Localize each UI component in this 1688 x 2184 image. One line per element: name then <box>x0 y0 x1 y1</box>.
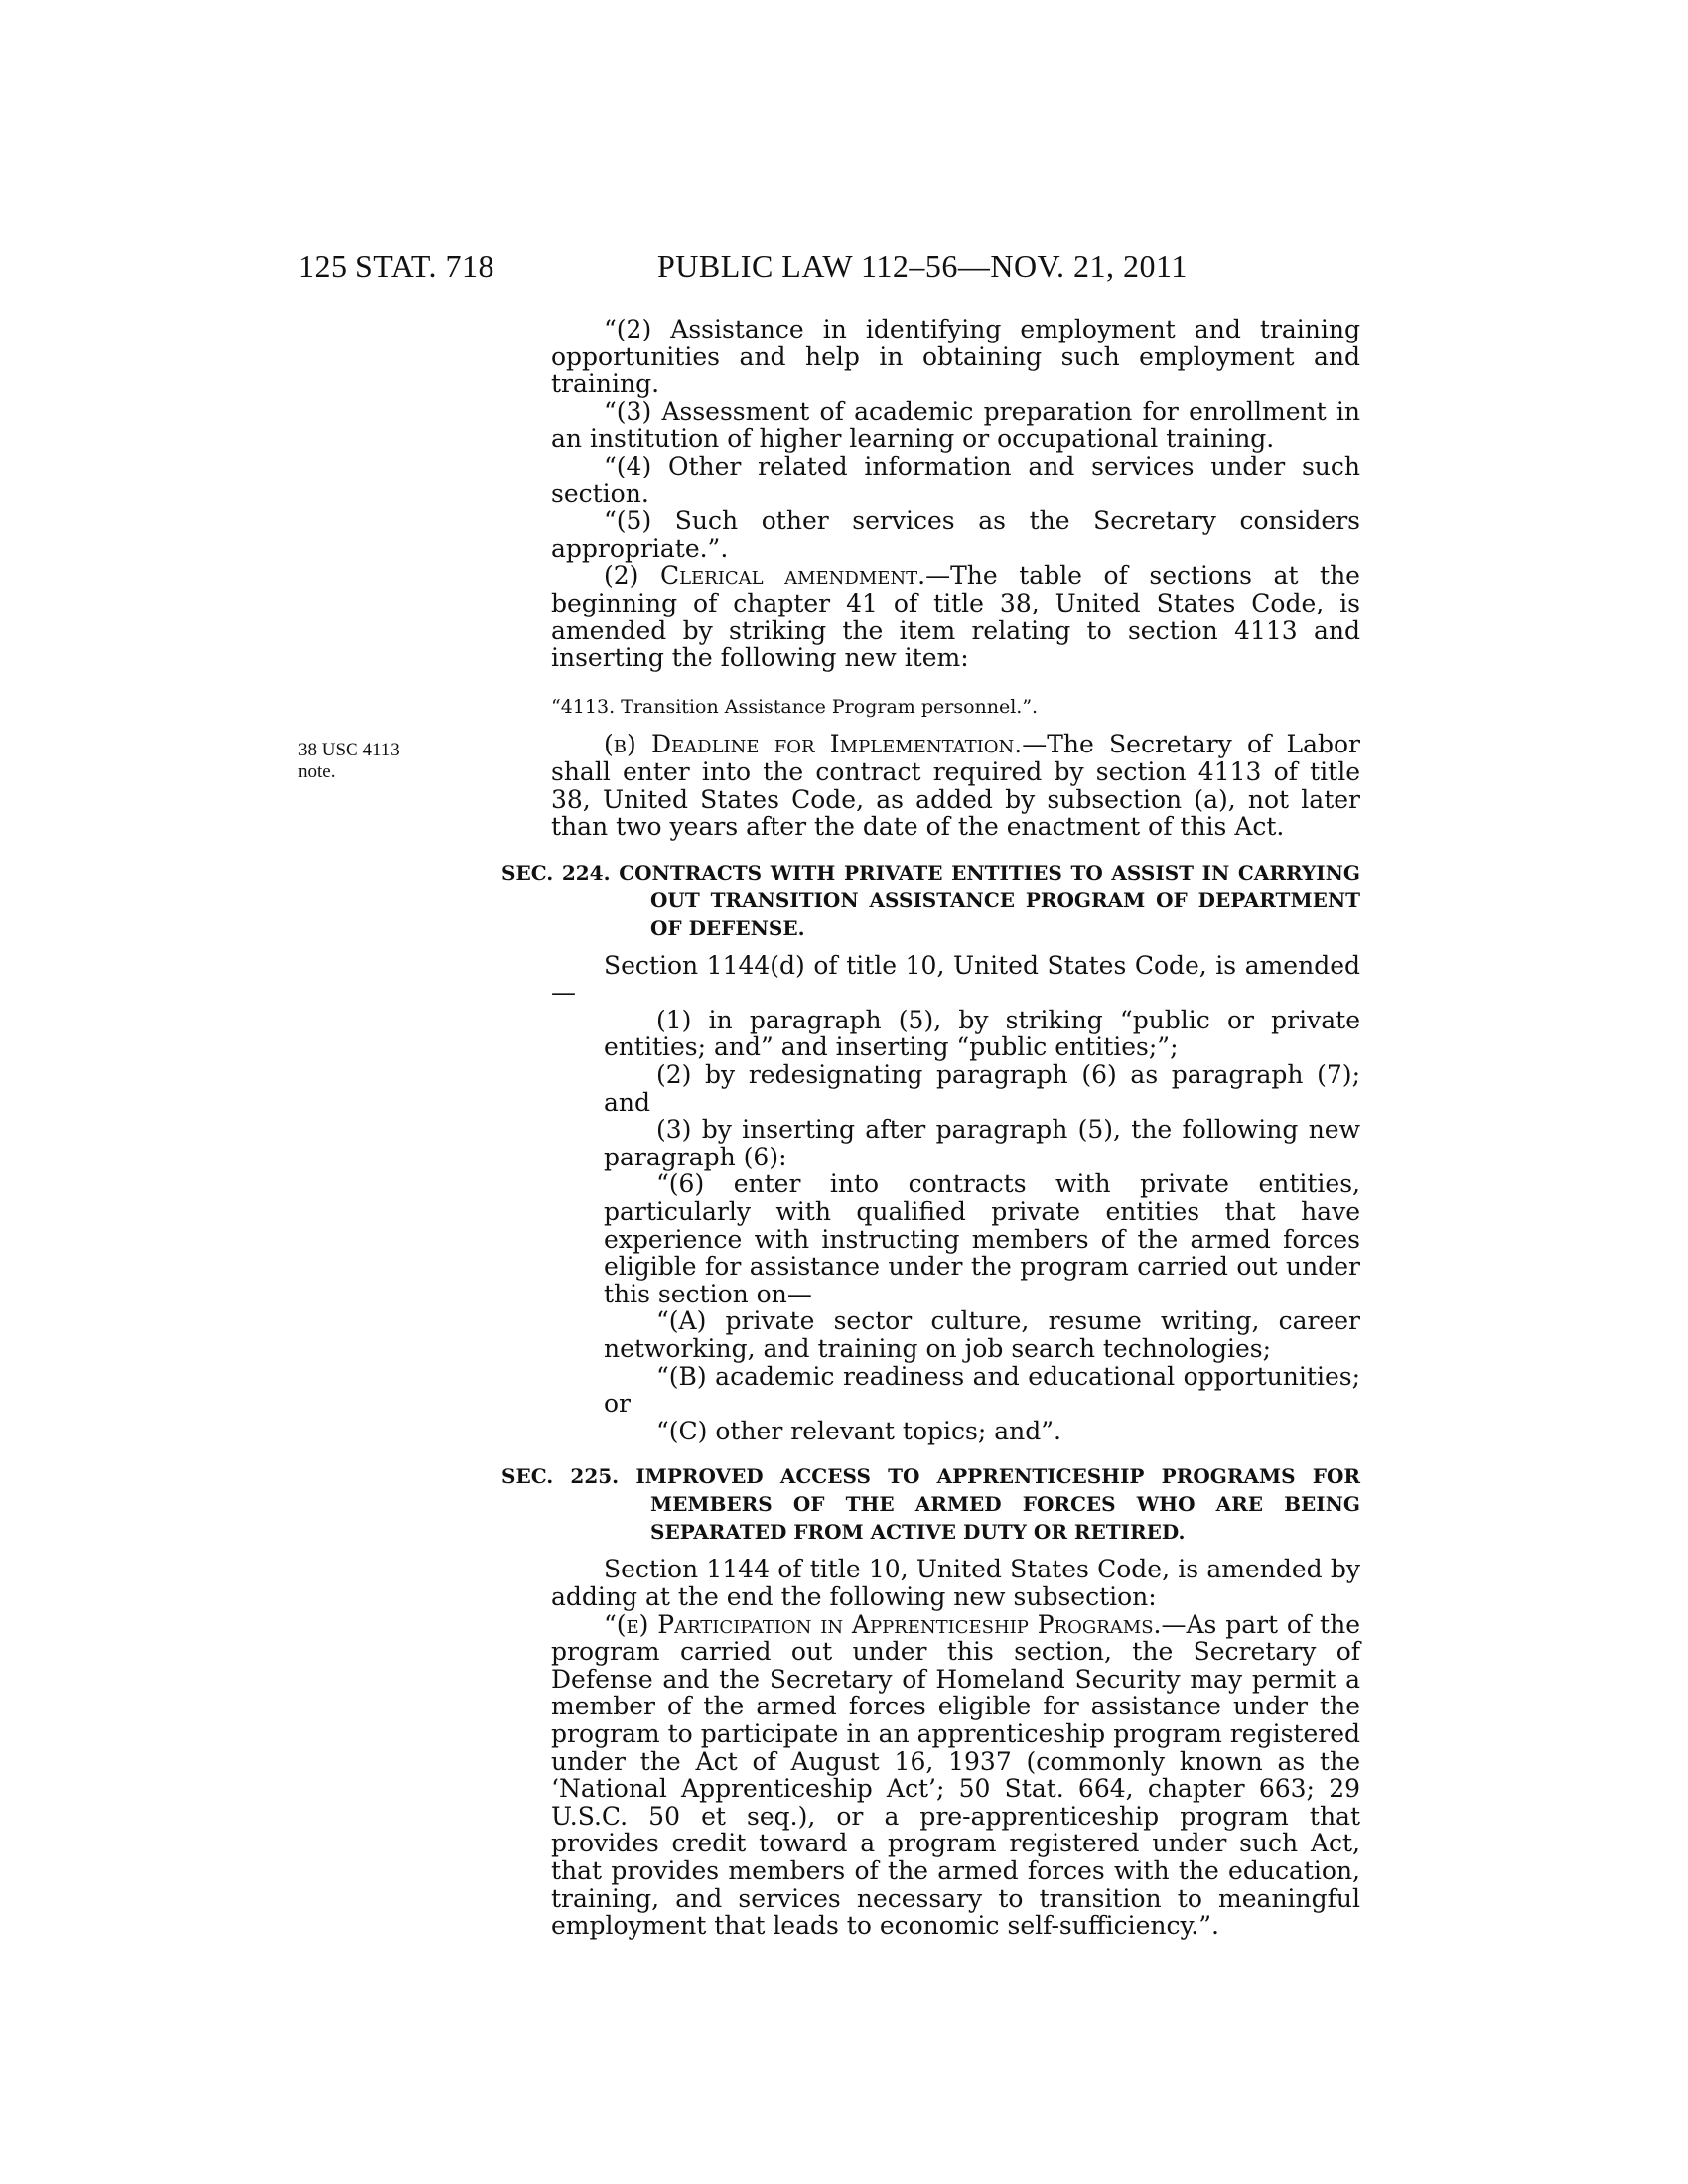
section-224-para-b: “(B) academic readiness and educational opportunities; or <box>604 1361 1360 1419</box>
section-225-heading: SEC. 225. IMPROVED ACCESS TO APPRENTICESHIP PROGRAMS FOR MEMBERS OF THE ARMED FORCES WHO ARE BEING SEPARATED FROM ACTIVE DUTY OR RETIRED. <box>501 1464 1360 1545</box>
subsection-e-heading: “(e) Participation in Apprenticeship Programs. <box>604 1609 1162 1639</box>
section-225-intro: Section 1144 of title 10, United States Code, is amended by adding at the end the following new subsection: <box>551 1555 1360 1611</box>
subsection-e-text: —As part of the program carried out under this section, the Secretary of Defense and the Secretary of Homeland Security may permit a member of the armed forces eligible for assistance under the program to participate in an apprenticeship program registered under the Act of August 16, 1937 (commonly known as the ‘National Apprenticeship Act’; 50 Stat. 664, chapter 663; 29 U.S.C. 50 et seq.), or a pre-apprenticeship program that provides credit toward a program registered under such Act, that provides members of the armed forces with the education, training, and services necessary to transition to meaningful employment that leads to economic self-sufficiency.”. <box>551 1609 1360 1941</box>
section-224-para-3: (3) by inserting after paragraph (5), the following new paragraph (6): <box>604 1115 1360 1171</box>
page-running-head: PUBLIC LAW 112–56—NOV. 21, 2011 <box>657 248 1188 284</box>
paragraph-item-2: “(2) Assistance in identifying employment and training opportunities and help in obtaining such employment and training. <box>551 315 1360 399</box>
paragraph-item-5: “(5) Such other services as the Secretary considers appropriate.”. <box>551 506 1360 563</box>
deadline-heading: (b) Deadline for Implementation. <box>604 730 1023 759</box>
body-text <box>501 315 1360 1941</box>
section-224-heading: SEC. 224. CONTRACTS WITH PRIVATE ENTITIES TO ASSIST IN CARRYING OUT TRANSITION ASSISTANCE PROGRAM OF DEPARTMENT OF DEFENSE. <box>501 860 1360 940</box>
clerical-amendment-heading: (2) Clerical amendment. <box>604 561 926 591</box>
section-224-para-6: “(6) enter into contracts with private entities, particularly with qualified private entities that have experience with instructing members of the armed forces eligible for assistance under the program carried out under this section on— <box>604 1169 1360 1308</box>
margin-note-label: note. <box>298 761 336 782</box>
section-224-para-c: “(C) other relevant topics; and”. <box>656 1416 1061 1445</box>
section-224-para-a: “(A) private sector culture, resume writing, career networking, and training on job search technologies; <box>604 1306 1360 1363</box>
deadline-text: —The Secretary of Labor shall enter into the contract required by section 4113 of title 38, United States Code, as added by subsection (a), not later than two years after the date of the enactment of this Act. <box>551 730 1360 842</box>
section-224-intro: Section 1144(d) of title 10, United States Code, is amended— <box>551 950 1360 1008</box>
section-225-subsection-e <box>551 1611 1360 1940</box>
paragraph-item-3: “(3) Assessment of academic preparation for enrollment in an institution of higher learning or occupational training. <box>551 396 1360 454</box>
clerical-amendment <box>551 562 1360 671</box>
deadline-paragraph <box>551 731 1360 840</box>
section-224-para-1: (1) in paragraph (5), by striking “public or private entities; and” and inserting “public entities;”; <box>604 1005 1360 1062</box>
margin-note <box>298 740 447 783</box>
paragraph-item-4: “(4) Other related information and services under such section. <box>551 451 1360 508</box>
margin-note-citation: 38 USC 4113 <box>298 740 400 760</box>
table-of-sections-item: “4113. Transition Assistance Program personnel.”. <box>551 695 1039 718</box>
page-stat-number: 125 STAT. 718 <box>298 248 495 284</box>
clerical-amendment-text: —The table of sections at the beginning of chapter 41 of title 38, United States Code, is amended by striking the item relating to section 4113 and inserting the following new item: <box>551 561 1360 673</box>
section-224-para-2: (2) by redesignating paragraph (6) as paragraph (7); and <box>604 1060 1360 1117</box>
